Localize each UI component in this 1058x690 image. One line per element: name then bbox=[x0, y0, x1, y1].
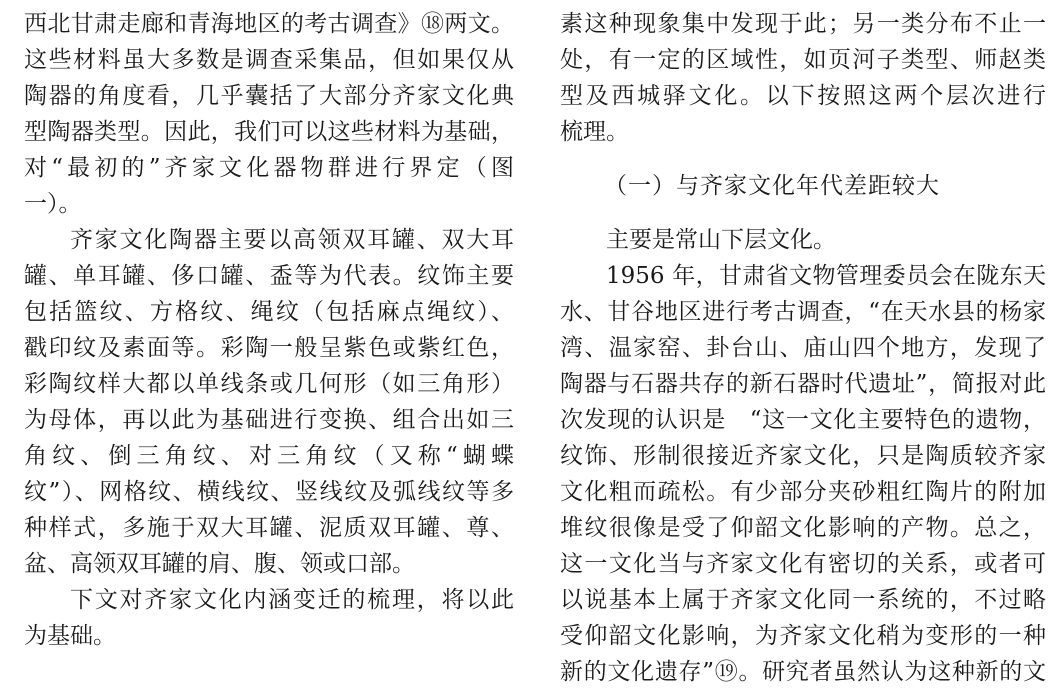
text-line: 陶器的角度看，几乎囊括了大部分齐家文化典 bbox=[24, 83, 514, 109]
text-line: 为基础。 bbox=[24, 623, 116, 649]
text-line: 梳理。 bbox=[560, 119, 629, 145]
text-line: 戳印纹及素面等。彩陶一般呈紫色或紫红色， bbox=[24, 335, 514, 361]
text-line: 型陶器类型。因此，我们可以这些材料为基础， bbox=[24, 119, 514, 145]
paragraph-first-line: 下文对齐家文化内涵变迁的梳理，将以此 bbox=[70, 587, 514, 613]
text-line: 一）。 bbox=[24, 191, 82, 217]
text-line: 型及西城驿文化。以下按照这两个层次进行 bbox=[560, 83, 1046, 109]
text-line: 湾、温家窑、卦台山、庙山四个地方，发现了 bbox=[560, 335, 1046, 361]
text-line: 这一文化当与齐家文化有密切的关系，或者可 bbox=[560, 551, 1046, 577]
right-text-column bbox=[560, 6, 1046, 690]
text-line: 文化粗而疏松。有少部分夹砂粗红陶片的附加 bbox=[560, 479, 1046, 505]
text-line: 彩陶纹样大都以单线条或几何形（如三角形） bbox=[24, 371, 514, 397]
text-line: 次发现的认识是 “这一文化主要特色的遗物， bbox=[560, 407, 1046, 433]
text-line: 陶器与石器共存的新石器时代遗址”，简报对此 bbox=[560, 371, 1046, 397]
text-line: 素这种现象集中发现于此；另一类分布不止一 bbox=[560, 11, 1046, 37]
text-line: 这些材料虽大多数是调查采集品，但如果仅从 bbox=[24, 47, 514, 73]
section-heading: （一）与齐家文化年代差距较大 bbox=[604, 173, 940, 199]
heading-spacer bbox=[560, 204, 1046, 222]
text-line: 纹”）、网格纹、横线纹、竖线纹及弧线纹等多 bbox=[24, 479, 514, 505]
text-line: 盆、高领双耳罐的肩、腹、领或口部。 bbox=[24, 551, 415, 577]
text-line: 西北甘肃走廊和青海地区的考古调查》⑱两文。 bbox=[24, 11, 514, 37]
text-line: 为母体，再以此为基础进行变换、组合出如三 bbox=[24, 407, 514, 433]
text-line: 处，有一定的区域性，如页河子类型、师赵类 bbox=[560, 47, 1046, 73]
paragraph-first-line: 主要是常山下层文化。 bbox=[606, 227, 836, 253]
left-text-column bbox=[24, 6, 514, 654]
text-line: 种样式，多施于双大耳罐、泥质双耳罐、尊、 bbox=[24, 515, 514, 541]
text-line: 以说基本上属于齐家文化同一系统的，不过略 bbox=[560, 587, 1046, 613]
text-line: 对“最初的”齐家文化器物群进行界定（图 bbox=[24, 155, 514, 181]
paragraph-first-line: 齐家文化陶器主要以高领双耳罐、双大耳 bbox=[70, 227, 514, 253]
heading-spacer bbox=[560, 150, 1046, 168]
text-line: 包括篮纹、方格纹、绳纹（包括麻点绳纹）、 bbox=[24, 299, 514, 325]
paragraph-first-line: 1956 年，甘肃省文物管理委员会在陇东天 bbox=[606, 263, 1046, 289]
text-line: 角纹、倒三角纹、对三角纹（又称“蝴蝶 bbox=[24, 443, 514, 469]
text-line: 纹饰、形制很接近齐家文化，只是陶质较齐家 bbox=[560, 443, 1046, 469]
text-line: 水、甘谷地区进行考古调查，“在天水县的杨家 bbox=[560, 299, 1046, 325]
text-line: 新的文化遗存”⑲。研究者虽然认为这种新的文 bbox=[560, 659, 1046, 685]
text-line: 受仰韶文化影响，为齐家文化稍为变形的一种 bbox=[560, 623, 1046, 649]
text-line: 罐、单耳罐、侈口罐、盉等为代表。纹饰主要 bbox=[24, 263, 514, 289]
text-line: 堆纹很像是受了仰韶文化影响的产物。总之， bbox=[560, 515, 1046, 541]
